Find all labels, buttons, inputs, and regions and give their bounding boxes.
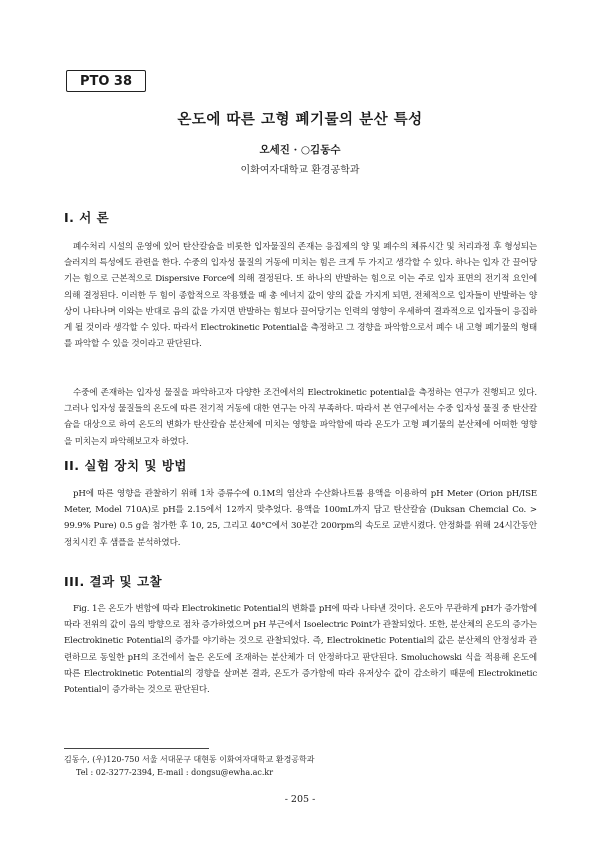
- session-badge: PTO 38: [66, 70, 146, 92]
- author-list: 오세진 · ○김동수: [259, 144, 341, 156]
- page-number: - 205 -: [284, 794, 316, 805]
- intro-paragraph-1: 폐수처리 시설의 운영에 있어 탄산칼슘을 비롯한 입자물질의 존재는 응집제의 양 및 폐수의 체류시간 및 처리과정 후 형성되는 슬러지의 특성에도 관련을 한다. 수중의 입자성 물질의 거동에 미치는 힘은 크게 두 가지고 생각할 수 있다. 하나는 입자 간 끌어당기는 힘으로 근본적으로 Dispersive Force에 의해 결정된다. 또 하나의 반발하는 힘으로 이는 주로 입자 표면의 전기적 요인에 의해 결정된다. 이러한 두 힘이 종합적으로 작용했을 때 총 에너지 값이 양의 값을 가지게 되면, 전체적으로 입자들이 반발하는 양상이 나타나며 이와는 반대로 음의 값을 가지면 반발하는 힘보다 끌어당기는 인력의 영향이 우세하여 결과적으로 입자들이 응집하게 될 것이라 생각할 수 있다. 따라서 Electrokinetic Potential을 측정하고 그 경향을 파악함으로서 폐수 내 고형 폐기물의 형태를 파악할 수 있을 것이라고 판단된다.: [64, 242, 537, 350]
- affiliation: 이화여자대학교 환경공학과: [240, 165, 360, 176]
- section-heading-intro: I. 서 론: [64, 210, 110, 225]
- footnote-address: 김동수, (우)120-750 서울 서대문구 대현동 이화여자대학교 환경공학과: [64, 755, 315, 764]
- methods-paragraph-1: pH에 따른 영향을 관찰하기 위해 1차 증류수에 0.1M의 염산과 수산화나트륨 용액을 이용하여 pH Meter (Orion pH/ISE Meter, Model 710A)로 pH를 2.15에서 12까지 맞추었다. 용액을 100mL까지 담고 탄산칼슘 (Duksan Chemcial Co. > 99.9% Pure) 0.5 g을 첨가한 후 10, 25, 그리고 40°C에서 30분간 200rpm의 속도로 교반시켰다. 안정화를 위해 24시간동안 정치시킨 후 샘플을 분석하였다.: [64, 489, 537, 548]
- results-paragraph-1: Fig. 1은 온도가 변함에 따라 Electrokinetic Potential의 변화를 pH에 따라 나타낸 것이다. 온도아 무관하게 pH가 증가함에 따라 전위의 값이 음의 방향으로 점차 증가하였으며 pH 부근에서 Isoelectric Point가 관찰되었다. 또한, 분산체의 온도의 증가는 Electrokinetic Potential의 증가를 야기하는 것으로 관찰되었다. 즉, Electrokinetic Potential의 값은 분산체의 안정성과 관련하므로 동일한 pH의 조건에서 높은 온도에 조재하는 분산체가 더 안정하다고 판단된다. Smoluchowski 식을 적용해 온도에 따른 Electrokinetic Potential의 경향을 살펴본 결과, 온도가 증가함에 따라 유저상수 값이 감소하기 때문에 Electrokinetic Potential이 증가하는 것으로 판단된다.: [64, 604, 537, 696]
- section-heading-methods: II. 실험 장치 및 방법: [64, 458, 187, 473]
- section-heading-results: III. 결과 및 고찰: [64, 574, 163, 589]
- footnote-contact: Tel : 02-3277-2394, E-mail : dongsu@ewha.ac.kr: [76, 768, 274, 777]
- footnote-divider: [64, 748, 209, 749]
- intro-paragraph-2: 수중에 존재하는 입자성 물질을 파악하고자 다양한 조건에서의 Electrokinetic potential을 측정하는 연구가 진행되고 있다. 그러나 입자성 물질들의 온도에 따른 전기적 거동에 대한 연구는 아직 부족하다. 따라서 본 연구에서는 수중 입자성 물질 중 탄산칼슘을 대상으로 하여 온도의 변화가 탄산칼슘 분산체에 미치는 영향을 파악함에 따라 온도가 고형 폐기물의 분산체에 어떠한 영향을 미치는지 파악해보고자 하였다.: [64, 388, 537, 447]
- paper-title: 온도에 따른 고형 폐기물의 분산 특성: [177, 111, 423, 128]
